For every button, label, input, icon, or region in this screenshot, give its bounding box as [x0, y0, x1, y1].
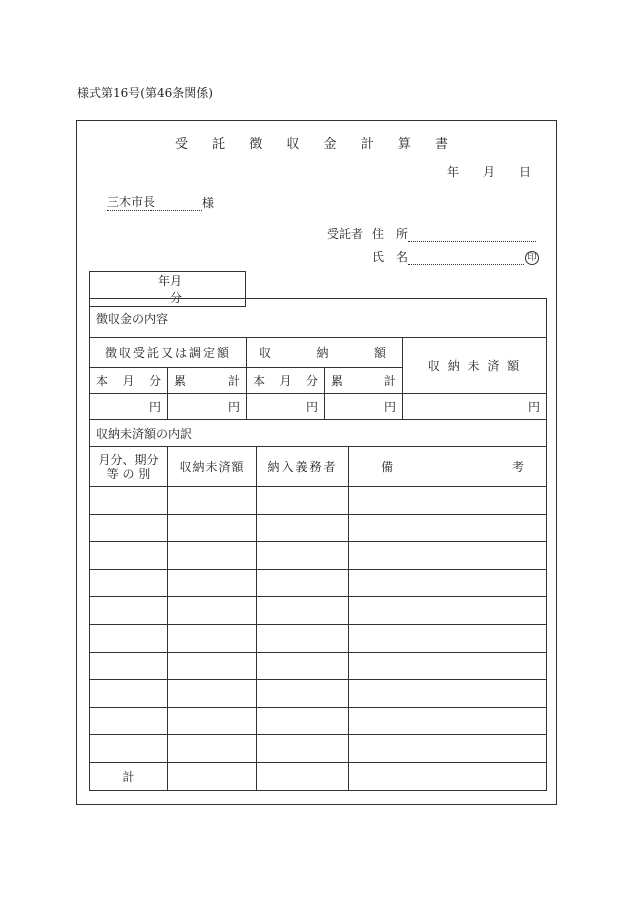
- total-unpaid[interactable]: [168, 762, 257, 790]
- row-period[interactable]: [90, 487, 168, 515]
- row-period[interactable]: [90, 542, 168, 570]
- row-unpaid[interactable]: [168, 569, 257, 597]
- amount-month-1[interactable]: 円: [90, 394, 168, 420]
- row-unpaid[interactable]: [168, 624, 257, 652]
- row-unpaid[interactable]: [168, 680, 257, 708]
- form-frame: [76, 120, 557, 805]
- row-remarks[interactable]: [349, 514, 547, 542]
- row-payer[interactable]: [257, 542, 349, 570]
- section1-heading: 徴収金の内容: [90, 299, 547, 338]
- row-payer[interactable]: [257, 680, 349, 708]
- row-remarks[interactable]: [349, 735, 547, 763]
- row-period[interactable]: [90, 680, 168, 708]
- date-year: 年: [447, 165, 460, 179]
- breakdown-row: [90, 707, 547, 735]
- col-unpaid: 収 納 未 済 額: [403, 338, 547, 394]
- addressee-name: 三木市長: [107, 195, 156, 209]
- sub-month-2: 本 月 分: [247, 368, 325, 394]
- row-period[interactable]: [90, 652, 168, 680]
- total-row: [90, 762, 547, 790]
- breakdown-row: [90, 487, 547, 515]
- breakdown-header: [90, 447, 547, 487]
- name-dotline: [408, 264, 524, 265]
- row-remarks[interactable]: [349, 680, 547, 708]
- row-remarks[interactable]: [349, 487, 547, 515]
- total-label: 計: [90, 762, 168, 790]
- breakdown-row: [90, 597, 547, 625]
- row-unpaid[interactable]: [168, 652, 257, 680]
- date-line: [447, 163, 531, 180]
- sub-month-1: 本 月 分: [90, 368, 168, 394]
- col-period: 月分、期分 等 の 別: [90, 447, 168, 487]
- section2-heading: 収納未済額の内訳: [90, 420, 547, 447]
- row-unpaid[interactable]: [168, 487, 257, 515]
- amount-total-2[interactable]: 円: [325, 394, 403, 420]
- date-day: 日: [519, 165, 532, 179]
- received-char-1: 収: [259, 346, 272, 360]
- col-breakdown-unpaid: 収納未済額: [168, 447, 257, 487]
- col-assessed: 徴収受託又は調定額: [90, 338, 247, 368]
- row-payer[interactable]: [257, 514, 349, 542]
- address-label: 住 所: [372, 227, 409, 241]
- amount-total-1[interactable]: 円: [168, 394, 247, 420]
- amount-month-2[interactable]: 円: [247, 394, 325, 420]
- breakdown-table: [89, 446, 547, 791]
- row-payer[interactable]: [257, 624, 349, 652]
- breakdown-row: [90, 624, 547, 652]
- breakdown-row: [90, 542, 547, 570]
- row-payer[interactable]: [257, 652, 349, 680]
- row-period[interactable]: [90, 624, 168, 652]
- row-payer[interactable]: [257, 707, 349, 735]
- period-month: 月分: [170, 274, 183, 305]
- row-period[interactable]: [90, 597, 168, 625]
- consignor-address: [372, 225, 536, 242]
- row-unpaid[interactable]: [168, 514, 257, 542]
- row-remarks[interactable]: [349, 542, 547, 570]
- breakdown-row: [90, 735, 547, 763]
- total-payer[interactable]: [257, 762, 349, 790]
- addressee-dotline: [151, 210, 202, 211]
- received-char-2: 納: [316, 346, 329, 360]
- col-received: [247, 338, 403, 368]
- row-remarks[interactable]: [349, 652, 547, 680]
- col-remarks: 備 考: [349, 447, 547, 487]
- income-table: [89, 298, 547, 447]
- amount-unpaid[interactable]: 円: [403, 394, 547, 420]
- addressee-honorific: 様: [202, 196, 215, 210]
- row-unpaid[interactable]: [168, 542, 257, 570]
- name-label: 氏 名: [372, 250, 409, 264]
- row-period[interactable]: [90, 735, 168, 763]
- breakdown-row: [90, 514, 547, 542]
- received-char-3: 額: [373, 346, 386, 360]
- period-year: 年: [158, 274, 171, 288]
- form-number: 様式第16号(第46条関係): [77, 86, 213, 100]
- row-period[interactable]: [90, 569, 168, 597]
- row-unpaid[interactable]: [168, 707, 257, 735]
- breakdown-row: [90, 569, 547, 597]
- address-dotline: [408, 241, 536, 242]
- row-remarks[interactable]: [349, 569, 547, 597]
- date-month: 月: [483, 165, 496, 179]
- row-remarks[interactable]: [349, 707, 547, 735]
- row-period[interactable]: [90, 707, 168, 735]
- sub-total-1: 累 計: [168, 368, 247, 394]
- consignor-name: [372, 248, 539, 265]
- row-remarks[interactable]: [349, 624, 547, 652]
- row-payer[interactable]: [257, 597, 349, 625]
- breakdown-row: [90, 680, 547, 708]
- row-payer[interactable]: [257, 735, 349, 763]
- row-payer[interactable]: [257, 487, 349, 515]
- row-period[interactable]: [90, 514, 168, 542]
- sub-total-2: 累 計: [325, 368, 403, 394]
- seal-mark: 印: [525, 251, 539, 265]
- addressee: [107, 193, 214, 211]
- breakdown-body: [90, 487, 547, 763]
- breakdown-row: [90, 652, 547, 680]
- row-payer[interactable]: [257, 569, 349, 597]
- row-unpaid[interactable]: [168, 735, 257, 763]
- consignor-label: 受託者: [327, 227, 364, 241]
- form-title: 受 託 徴 収 金 計 算 書: [175, 137, 458, 152]
- row-remarks[interactable]: [349, 597, 547, 625]
- col-payer: 納入義務者: [257, 447, 349, 487]
- total-remarks[interactable]: [349, 762, 547, 790]
- row-unpaid[interactable]: [168, 597, 257, 625]
